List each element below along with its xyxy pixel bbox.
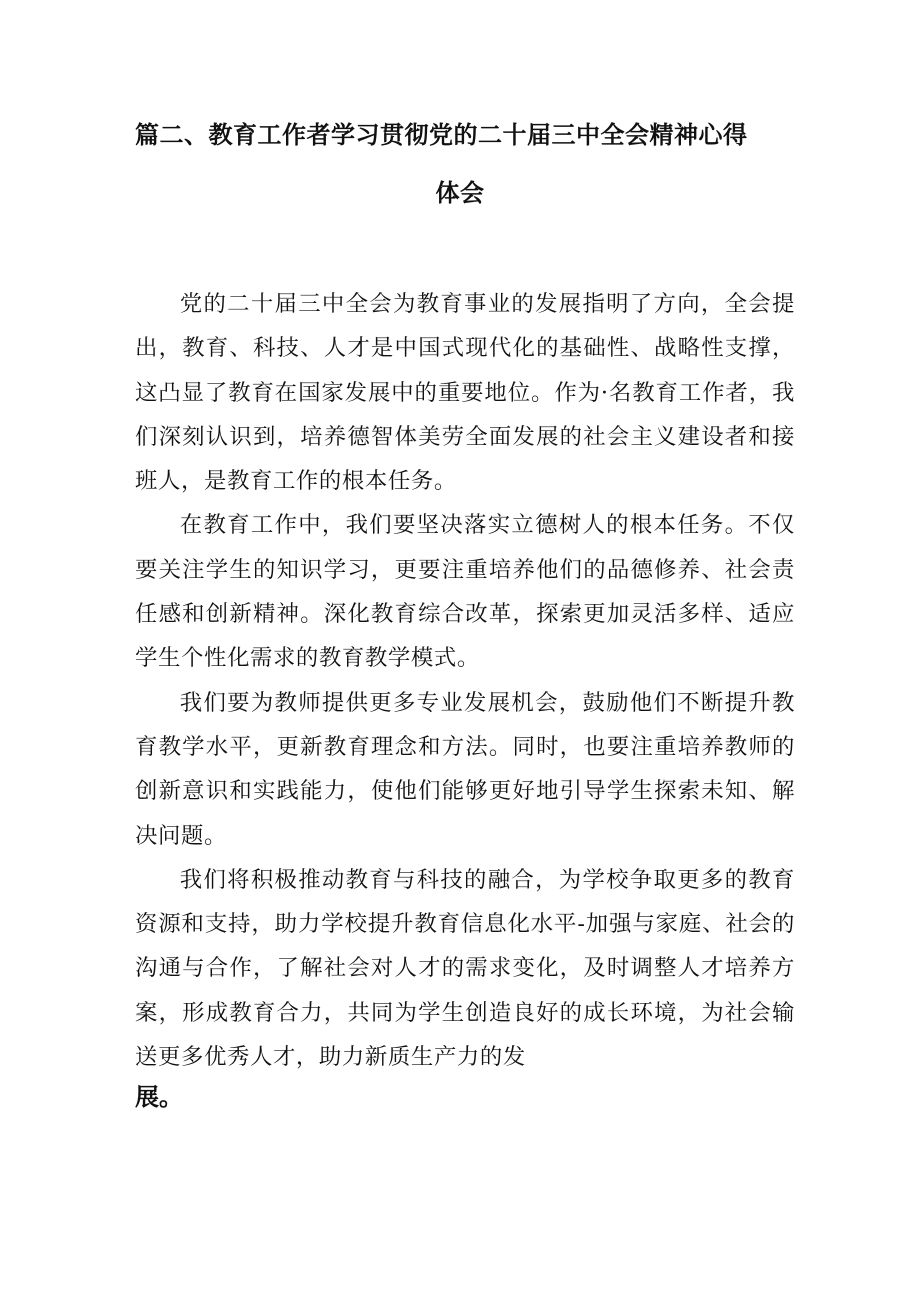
paragraph-tail: 展。 — [135, 1082, 183, 1111]
paragraph-4: 我们将积极推动教育与科技的融合，为学校争取更多的教育资源和支持，助力学校提升教育信息化水平-加强与家庭、社会的沟通与合作，了解社会对人才的需求变化，及时调整人才培养方案，形成教育合力，共同为学生创造良好的成长环境，为社会输送更多优秀人才，助力新质生产力的发 — [135, 866, 795, 1071]
document-title-line-2: 体会 — [435, 178, 485, 207]
paragraph-2: 在教育工作中，我们要坚决落实立德树人的根本任务。不仅要关注学生的知识学习，更要注重培养他们的品德修养、社会责任感和创新精神。深化教育综合改革，探索更加灵活多样、适应学生个性化需求的教育教学模式。 — [135, 512, 795, 672]
paragraph-1: 党的二十届三中全会为教育事业的发展指明了方向，全会提出，教育、科技、人才是中国式现代化的基础性、战略性支撑，这凸显了教育在国家发展中的重要地位。作为·名教育工作者，我们深刻认识到，培养德智体美劳全面发展的社会主义建设者和接班人，是教育工作的根本任务。 — [135, 291, 795, 495]
paragraph-3: 我们要为教师提供更多专业发展机会，鼓励他们不断提升教育教学水平，更新教育理念和方法。同时，也要注重培养教师的创新意识和实践能力，使他们能够更好地引导学生探索未知、解决问题。 — [135, 689, 795, 849]
document-title-line-1: 篇二、教育工作者学习贯彻党的二十届三中全会精神心得 — [135, 120, 748, 149]
document-body — [135, 282, 795, 1079]
